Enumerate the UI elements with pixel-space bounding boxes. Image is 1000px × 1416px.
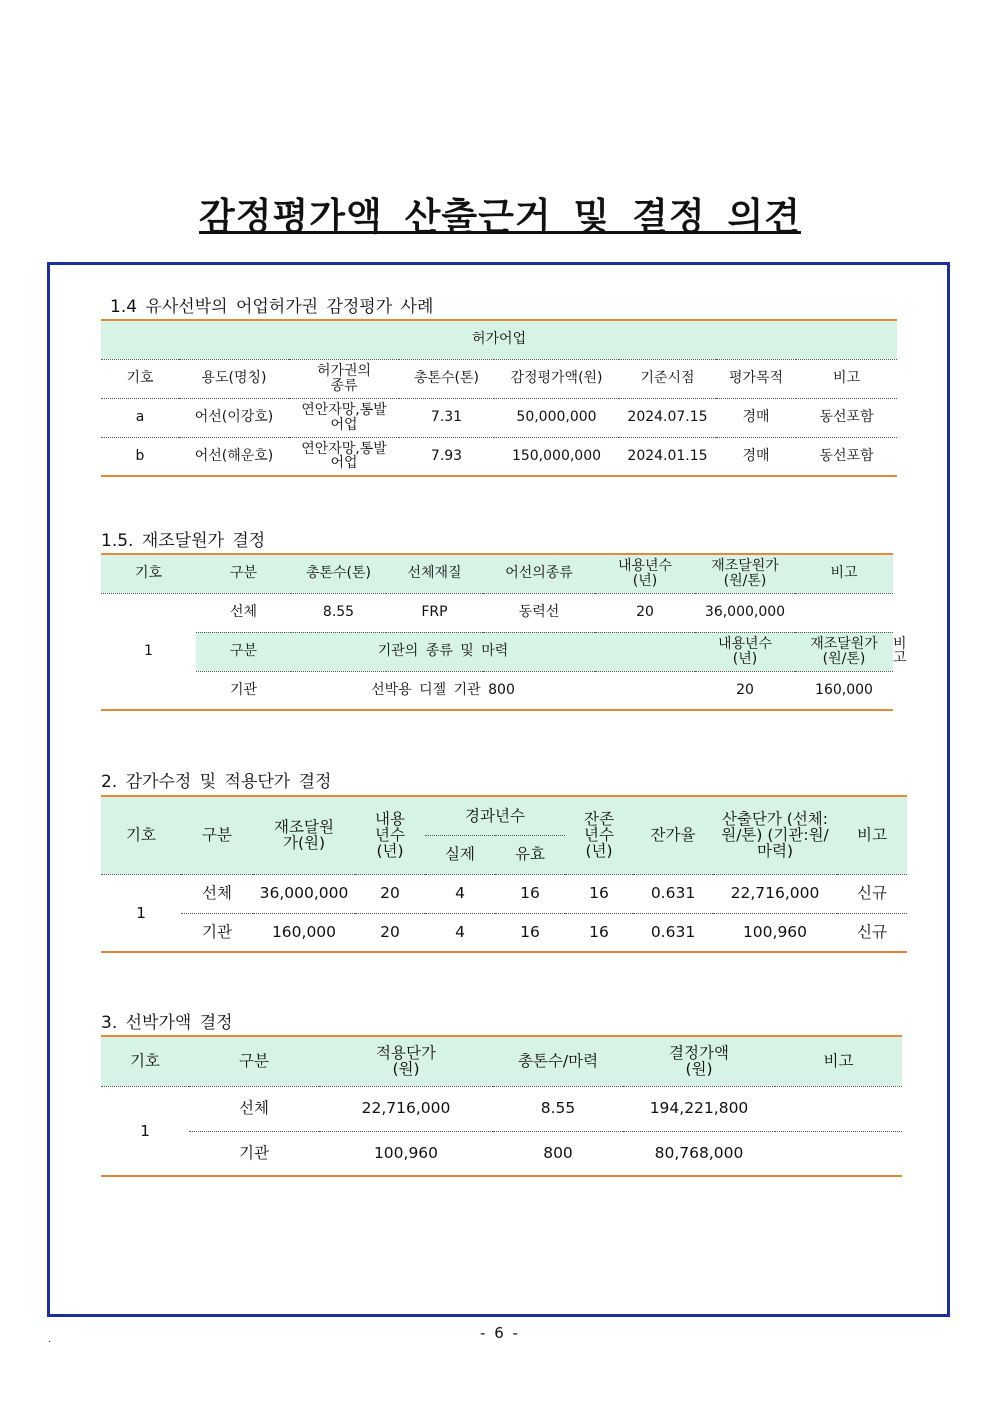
col-header: 재조달원가 (원/톤) — [795, 632, 893, 671]
col-header: 비고 — [837, 796, 907, 874]
cell — [795, 593, 893, 632]
page-number: - 6 - — [480, 1324, 520, 1342]
row-id: 1 — [101, 874, 181, 952]
cell: 선박용 디젤 기관 800 — [291, 671, 595, 710]
section-4-title: 3. 선박가액 결정 — [101, 1013, 233, 1033]
cell: 선체 — [181, 874, 253, 913]
col-header: 결정가액 (원) — [623, 1036, 775, 1086]
col-header: 기관의 종류 및 마력 — [291, 632, 595, 671]
cell: 경매 — [716, 398, 796, 437]
col-header: 잔가율 — [633, 796, 713, 874]
footer-mark: . — [48, 1334, 52, 1345]
table-row — [101, 671, 893, 710]
cell: 0.631 — [633, 913, 713, 952]
col-header: 구분 — [196, 554, 291, 593]
cell: 기관 — [196, 671, 291, 710]
cell: 동선포함 — [796, 437, 897, 476]
cell: 160,000 — [253, 913, 355, 952]
table-header-row — [101, 554, 893, 593]
cell — [775, 1131, 902, 1176]
cell: 동선포함 — [796, 398, 897, 437]
table-row — [101, 1131, 902, 1176]
cell: 194,221,800 — [623, 1086, 775, 1131]
table-row — [101, 398, 897, 437]
cell: 22,716,000 — [319, 1086, 493, 1131]
cell: a — [101, 398, 179, 437]
row-id: 1 — [101, 593, 196, 710]
col-header: 기호 — [101, 796, 181, 874]
cell: 경매 — [716, 437, 796, 476]
col-header: 비고 — [796, 359, 897, 398]
cell — [595, 671, 695, 710]
cell: 2024.07.15 — [619, 398, 716, 437]
cell: 160,000 — [795, 671, 893, 710]
section-3-title: 2. 감가수정 및 적용단가 결정 — [101, 772, 332, 792]
col-header: 잔존 년수 (년) — [565, 796, 633, 874]
depreciation-table — [101, 795, 907, 953]
col-header: 유효 — [495, 835, 565, 874]
cell: 36,000,000 — [253, 874, 355, 913]
col-header: 구분 — [189, 1036, 319, 1086]
cell: 16 — [565, 874, 633, 913]
cell: 100,960 — [319, 1131, 493, 1176]
col-header: 허가권의 종류 — [289, 359, 399, 398]
col-header: 감정평가액(원) — [494, 359, 619, 398]
section-1-title: 1.4 유사선박의 어업허가권 감정평가 사례 — [110, 297, 434, 317]
cell: 20 — [355, 874, 425, 913]
cell: 36,000,000 — [695, 593, 795, 632]
cell: 800 — [493, 1131, 623, 1176]
table-header-row — [101, 320, 897, 359]
table-row — [101, 913, 907, 952]
col-header: 선체재질 — [386, 554, 483, 593]
table-header-row — [101, 1036, 902, 1086]
cell: 16 — [565, 913, 633, 952]
cell: 신규 — [837, 913, 907, 952]
group-header: 허가어업 — [101, 320, 897, 359]
engine-header-row: 구분 기관의 종류 및 마력 내용년수 (년) 재조달원가 (원/톤) 비고 — [101, 632, 893, 671]
cell: 50,000,000 — [494, 398, 619, 437]
table-row — [101, 1086, 902, 1131]
col-header: 어선의종류 — [483, 554, 595, 593]
col-header: 용도(명칭) — [179, 359, 289, 398]
cell — [775, 1086, 902, 1131]
table-row — [101, 874, 907, 913]
cell: FRP — [386, 593, 483, 632]
col-header: 총톤수(톤) — [399, 359, 494, 398]
col-header: 내용년수 (년) — [695, 632, 795, 671]
cell: 20 — [695, 671, 795, 710]
col-header: 적용단가 (원) — [319, 1036, 493, 1086]
table-header-row — [101, 359, 897, 398]
cell: 동력선 — [483, 593, 595, 632]
cell: 22,716,000 — [713, 874, 837, 913]
col-header: 실제 — [425, 835, 495, 874]
replacement-cost-table — [101, 553, 907, 711]
col-header: 재조달원 가(원) — [253, 796, 355, 874]
cell: 7.31 — [399, 398, 494, 437]
cell: 기관 — [181, 913, 253, 952]
cell: 2024.01.15 — [619, 437, 716, 476]
col-header: 구분 — [196, 632, 291, 671]
col-header: 기호 — [101, 1036, 189, 1086]
cell: 선체 — [196, 593, 291, 632]
col-header: 재조달원가 (원/톤) — [695, 554, 795, 593]
cell: 기관 — [189, 1131, 319, 1176]
table-row — [101, 437, 897, 476]
cell: 80,768,000 — [623, 1131, 775, 1176]
table-row — [101, 593, 893, 632]
cell: 4 — [425, 913, 495, 952]
cell: 4 — [425, 874, 495, 913]
col-header: 경과년수 — [425, 796, 565, 835]
cell: b — [101, 437, 179, 476]
cell: 150,000,000 — [494, 437, 619, 476]
table-header-row — [101, 796, 907, 835]
cell: 8.55 — [493, 1086, 623, 1131]
section-2-title: 1.5. 재조달원가 결정 — [101, 531, 266, 551]
col-header: 평가목적 — [716, 359, 796, 398]
col-header: 내용년수 (년) — [595, 554, 695, 593]
row-id: 1 — [101, 1086, 189, 1176]
col-header: 구분 — [181, 796, 253, 874]
cell: 신규 — [837, 874, 907, 913]
cell: 100,960 — [713, 913, 837, 952]
cell: 16 — [495, 874, 565, 913]
cell: 16 — [495, 913, 565, 952]
col-header: 기호 — [101, 554, 196, 593]
col-header: 총톤수/마력 — [493, 1036, 623, 1086]
cell: 연안자망,통발 어업 — [289, 398, 399, 437]
col-header: 비고 — [775, 1036, 902, 1086]
cell: 연안자망,통발 어업 — [289, 437, 399, 476]
cell: 8.55 — [291, 593, 386, 632]
cell: 어선(해운호) — [179, 437, 289, 476]
col-header: 산출단가 (선체:원/톤) (기관:원/마력) — [713, 796, 837, 874]
col-header: 비고 — [795, 554, 893, 593]
cell: 0.631 — [633, 874, 713, 913]
cell: 20 — [355, 913, 425, 952]
col-header: 기호 — [101, 359, 179, 398]
cell: 20 — [595, 593, 695, 632]
cell: 어선(이강호) — [179, 398, 289, 437]
cell: 7.93 — [399, 437, 494, 476]
fishing-permit-appraisal-table — [101, 319, 897, 477]
vessel-value-table — [101, 1035, 902, 1177]
page-title: 감정평가액 산출근거 및 결정 의견 — [199, 195, 801, 238]
col-header: 내용 년수 (년) — [355, 796, 425, 874]
col-header — [595, 632, 695, 671]
col-header: 기준시점 — [619, 359, 716, 398]
cell: 선체 — [189, 1086, 319, 1131]
col-header: 총톤수(톤) — [291, 554, 386, 593]
